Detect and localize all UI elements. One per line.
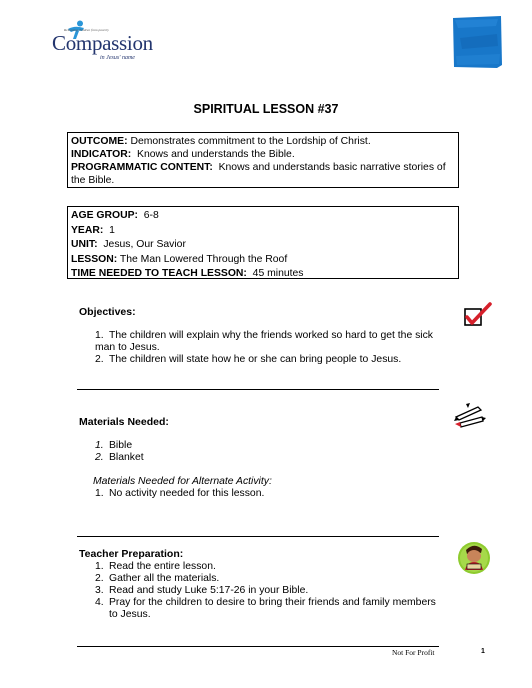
time-label: TIME NEEDED TO TEACH LESSON: (71, 268, 247, 279)
outcome-value: Demonstrates commitment to the Lordship of Christ. (130, 136, 371, 147)
prep-number: 3. (95, 585, 104, 596)
programmatic-value: Knows and understands basic narrative stories of (218, 162, 446, 173)
checkbox-check-icon (463, 301, 493, 329)
page-title: SPIRITUAL LESSON #37 (193, 102, 339, 116)
time-value: 45 minutes (252, 268, 304, 279)
unit-label: UNIT: (71, 239, 98, 250)
alternate-material-text: No activity needed for this lesson. (109, 488, 265, 499)
prep-text: Gather all the materials. (109, 573, 220, 584)
materials-title: Materials Needed: (79, 416, 169, 428)
section-divider (77, 646, 439, 647)
age-group-line (71, 209, 455, 224)
objective-text-cont: man to Jesus. (95, 342, 160, 353)
prep-number: 1. (95, 561, 104, 572)
lesson-info-box (67, 206, 459, 279)
programmatic-line-2: the Bible. (71, 175, 115, 186)
age-group-value: 6-8 (143, 210, 159, 221)
section-divider (77, 389, 439, 390)
year-label: YEAR: (71, 224, 104, 236)
objective-number: 1. (95, 330, 104, 341)
indicator-line (71, 148, 455, 161)
prep-text: Pray for the children to desire to bring their friends and family members (109, 597, 436, 608)
objective-number: 2. (95, 354, 104, 365)
programmatic-line (71, 161, 455, 174)
lesson-value: The Man Lowered Through the Roof (119, 253, 288, 265)
teacher-prep-title: Teacher Preparation: (79, 548, 184, 560)
pencil-crayon-icon (452, 403, 488, 429)
unit-line (71, 238, 455, 253)
material-text: Blanket (109, 452, 144, 463)
prep-text-cont: to Jesus. (109, 609, 151, 620)
indicator-label: INDICATOR: (71, 149, 132, 160)
teacher-icon (457, 540, 491, 576)
unit-value: Jesus, Our Savior (103, 239, 186, 250)
outcome-line (71, 135, 455, 148)
logo-subline: in Jesus' name (100, 55, 135, 61)
programmatic-label: PROGRAMMATIC CONTENT: (71, 162, 213, 173)
objective-text: The children will state how he or she can bring people to Jesus. (109, 354, 402, 365)
alternate-material-number: 1. (95, 488, 104, 499)
outcome-box (67, 132, 459, 188)
prep-number: 2. (95, 573, 104, 584)
footer-note: Not For Profit (392, 648, 435, 657)
logo-tagline: Releasing children from poverty (64, 28, 109, 32)
lesson-label: LESSON: (71, 253, 118, 265)
alternate-materials-title: Materials Needed for Alternate Activity: (93, 476, 272, 487)
indicator-value: Knows and understands the Bible. (137, 149, 295, 160)
logo-wordmark: Compassion (52, 31, 153, 55)
blue-paint-box (452, 16, 502, 68)
lesson-line (71, 253, 455, 268)
page-number: 1 (481, 648, 485, 655)
prep-text: Read and study Luke 5:17-26 in your Bible. (109, 585, 309, 596)
year-value: 1 (109, 224, 115, 236)
objective-item-cont (95, 342, 160, 355)
age-group-label: AGE GROUP: (71, 210, 138, 221)
prep-item-cont (109, 609, 151, 622)
objective-text: The children will explain why the friends worked so hard to get the sick (109, 330, 434, 341)
objectives-title: Objectives: (79, 306, 136, 318)
material-number: 2. (95, 452, 104, 463)
section-divider (77, 536, 439, 537)
material-text: Bible (109, 440, 133, 451)
compassion-logo (52, 20, 172, 65)
outcome-label: OUTCOME: (71, 136, 128, 147)
material-number: 1. (95, 440, 104, 451)
year-line (71, 224, 455, 239)
time-line (71, 267, 455, 282)
prep-number: 4. (95, 597, 104, 608)
prep-text: Read the entire lesson. (109, 561, 216, 572)
